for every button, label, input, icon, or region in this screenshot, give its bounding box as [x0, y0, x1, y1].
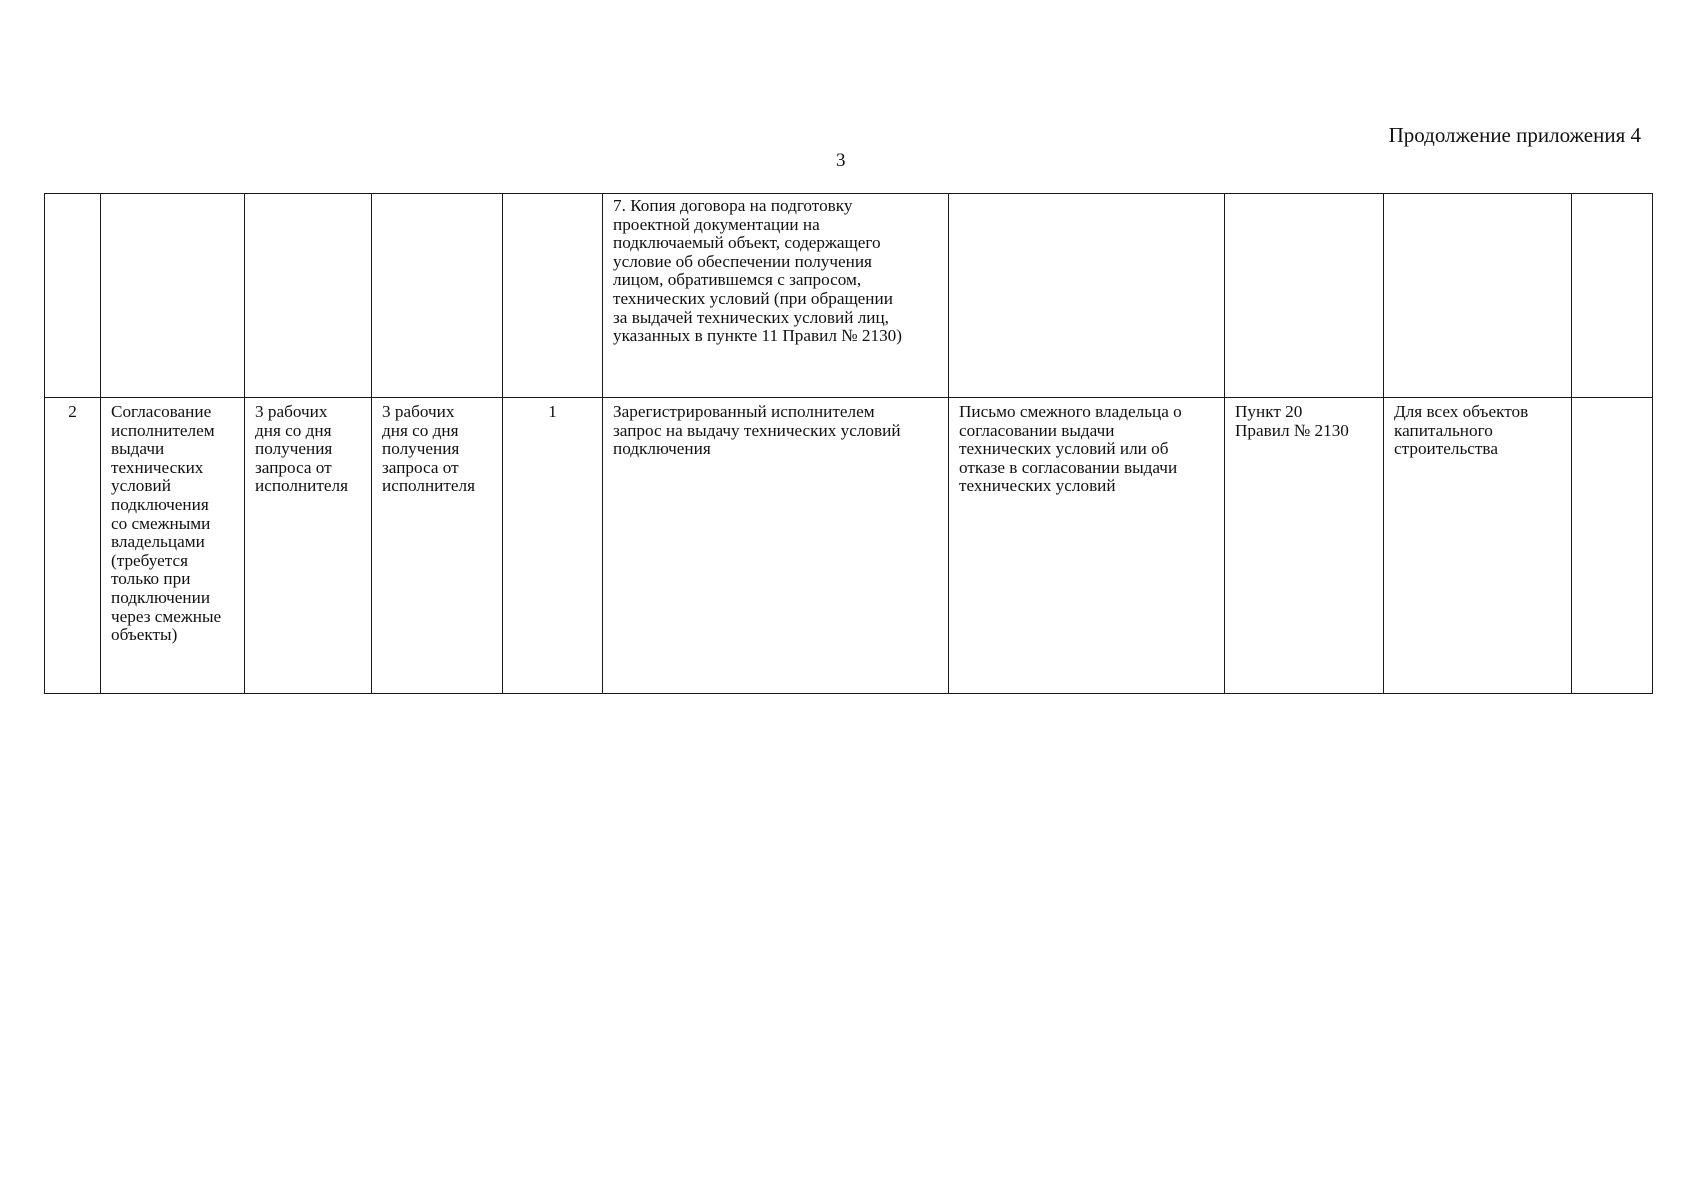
table-cell [245, 194, 372, 398]
table-cell [603, 398, 949, 694]
table-cell [1225, 398, 1384, 694]
deadline-text: 3 рабочих дня со дня получения запроса от исполнителя [382, 402, 475, 496]
table-cell [503, 194, 603, 398]
appendix-continuation-note: Продолжение приложения 4 [1388, 123, 1641, 147]
procedure-table [44, 193, 1653, 694]
table-row [45, 194, 1653, 398]
table-cell [1225, 194, 1384, 398]
legal-reference: Пункт 20 Правил № 2130 [1235, 402, 1349, 440]
table-cell [1572, 398, 1653, 694]
table-cell [949, 398, 1225, 694]
deadline-text: 3 рабочих дня со дня получения запроса от исполнителя [255, 402, 348, 496]
table-cell [372, 194, 503, 398]
procedure-name: Согласование исполнителем выдачи технических условий подключения со смежными владельцами (требуется только при подключении через смежные объекты) [111, 402, 222, 645]
page-number: 3 [836, 150, 846, 171]
table-cell [1572, 194, 1653, 398]
result-document: Письмо смежного владельца о согласовании выдачи технических условий или об отказе в согласовании выдачи технических условий [959, 402, 1182, 496]
applicability-text: Для всех объектов капитального строительства [1394, 402, 1529, 459]
table-cell [1384, 194, 1572, 398]
table-cell [1384, 398, 1572, 694]
table-cell [101, 398, 245, 694]
table-cell [503, 398, 603, 694]
table-cell [603, 194, 949, 398]
table-cell [245, 398, 372, 694]
table-row [45, 398, 1653, 694]
table-cell [101, 194, 245, 398]
document-list-item: 7. Копия договора на подготовку проектной документации на подключаемый объект, содержащего условие об обеспечении получения лицом, обратившемся с запросом, технических условий (при обращении за выдачей технических условий лиц, указанных в пункте 11 Правил № 2130) [613, 196, 902, 346]
table-cell [949, 194, 1225, 398]
table-cell [45, 398, 101, 694]
row-number: 2 [68, 402, 77, 421]
table-cell [45, 194, 101, 398]
required-document: Зарегистрированный исполнителем запрос на выдачу технических условий подключения [613, 402, 901, 459]
document-count: 1 [548, 402, 557, 421]
table-cell [372, 398, 503, 694]
